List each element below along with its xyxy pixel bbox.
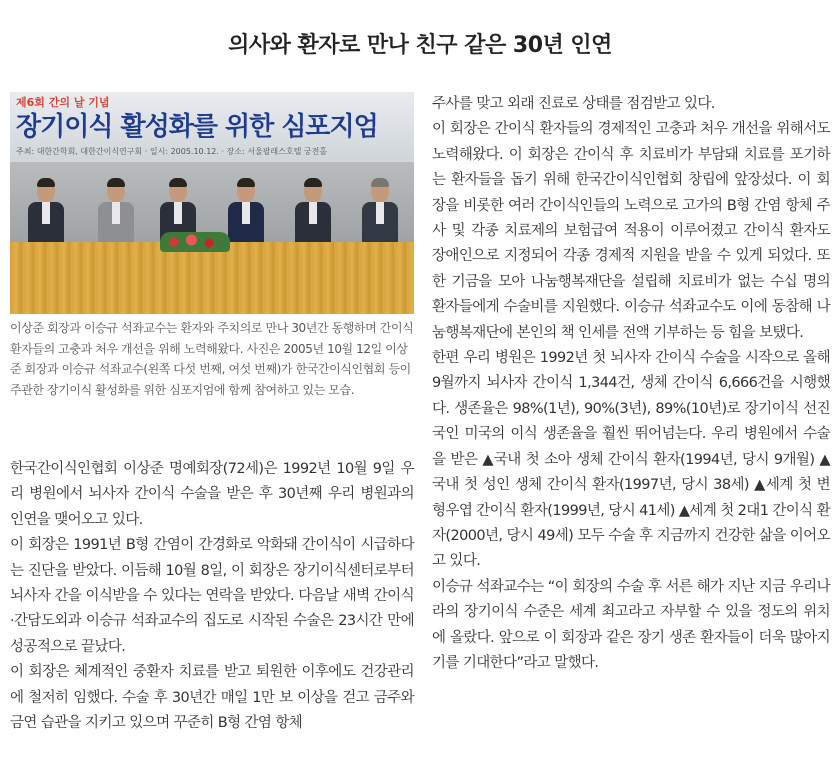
photo-caption: 이상준 회장과 이승규 석좌교수는 환자와 주치의로 만나 30년간 동행하며 간이식 환자들의 고충과 처우 개선을 위해 노력해왔다. 사진은 2005년 10월 12일 이상준 회장과 이승규 석좌교수(왼쪽 다섯 번째, 여섯 번째)가 한국간이식인협회 등이 주관한 장기이식 활성화를 위한 심포지엄에 함께 참여하고 있는 모습. xyxy=(10,321,414,397)
banner-subtitle: 제6회 간의 날 기념 xyxy=(16,96,110,109)
article-paragraph: 이승규 석좌교수는 “이 회장의 수술 후 서른 해가 지난 지금 우리나라의 장기이식 수준은 세계 최고라고 자부할 수 있을 정도의 위치에 올랐다. 앞으로 이 회장과 같은 장기 생존 환자들이 더욱 많아지기를 기대한다”라고 말했다. xyxy=(432,578,830,671)
person-figure xyxy=(362,180,398,242)
person-figure xyxy=(98,180,134,242)
article-paragraph: 이 회장은 간이식 환자들의 경제적인 고충과 처우 개선을 위해서도 노력해왔다. 이 회장은 간이식 후 치료비가 부담돼 치료를 포기하는 환자들을 돕기 위해 한국간이식인협회 창립에 앞장섰다. 이 회장을 비롯한 여러 간이식인들의 노력으로 고가의 B형 간염 항체 주사 및 각종 치료제의 보험급여 적용이 이루어졌고 간이식 환자도 장애인으로 지정되어 각종 경제적 지원을 받을 수 있게 되었다. 또한 기금을 모아 나눔행복재단을 설립해 치료비가 없는 수십 명의 환자들에게 수술비를 지원했다. 이승규 석좌교수도 이에 동참해 나눔행복재단에 본인의 책 인세를 전액 기부하는 등 힘을 보탰다. xyxy=(432,121,830,341)
banner-details: 주최: 대한간학회, 대한간이식연구회 · 일시: 2005.10.12. · 장소: 서울팔래스호텔 궁전홀 xyxy=(16,147,328,156)
article-paragraph: 이 회장은 1991년 B형 간염이 간경화로 악화돼 간이식이 시급하다는 진단을 받았다. 이듬해 10월 8일, 이 회장은 장기이식센터로부터 뇌사자 간을 이식받을 수 있다는 연락을 받았다. 다음날 새벽 간이식·간담도외과 이승규 석좌교수의 집도로 시작된 수술은 23시간 만에 성공적으로 끝났다. xyxy=(10,537,414,655)
flower-arrangement xyxy=(160,232,230,252)
event-photo xyxy=(10,92,414,314)
article-column-right xyxy=(432,92,830,676)
person-figure xyxy=(295,180,331,242)
article-paragraph: 한편 우리 병원은 1992년 첫 뇌사자 간이식 수술을 시작으로 올해 9월까지 뇌사자 간이식 1,344건, 생체 간이식 6,666건을 시행했다. 생존율은 98%(1년), 90%(3년), 89%(10년)로 장기이식 선진국인 미국의 이식 생존율을 훨씬 뛰어넘는다. 우리 병원에서 수술을 받은 ▲국내 첫 소아 생체 간이식 환자(1994년, 당시 9개월) ▲국내 첫 성인 생체 간이식 환자(1997년, 당시 38세) ▲세계 첫 변형우엽 간이식 환자(1999년, 당시 41세) ▲세계 첫 2대1 간이식 환자(2000년, 당시 49세) 모두 수술 후 지금까지 건강한 삶을 이어오고 있다. xyxy=(432,350,830,570)
banner-title: 장기이식 활성화를 위한 심포지엄 xyxy=(16,112,378,142)
symposium-banner xyxy=(10,92,414,162)
article-paragraph: 한국간이식인협회 이상준 명예회장(72세)은 1992년 10월 9일 우리 병원에서 뇌사자 간이식 수술을 받은 후 30년째 우리 병원과의 인연을 맺어오고 있다. xyxy=(10,461,414,528)
article-paragraph: 이 회장은 체계적인 중환자 치료를 받고 퇴원한 이후에도 건강관리에 철저히 임했다. 수술 후 30년간 매일 1만 보 이상을 걷고 금주와 금연 습관을 지키고 있으며 꾸준히 B형 간염 항체 xyxy=(10,664,414,732)
person-figure xyxy=(228,180,264,242)
person-figure xyxy=(28,180,64,242)
article-column-left xyxy=(10,457,414,736)
article-paragraph: 주사를 맞고 외래 진료로 상태를 점검받고 있다. xyxy=(432,96,715,112)
conference-table xyxy=(10,242,414,314)
photo-background xyxy=(10,162,414,242)
article-title: 의사와 환자로 만나 친구 같은 30년 인연 xyxy=(228,33,612,58)
